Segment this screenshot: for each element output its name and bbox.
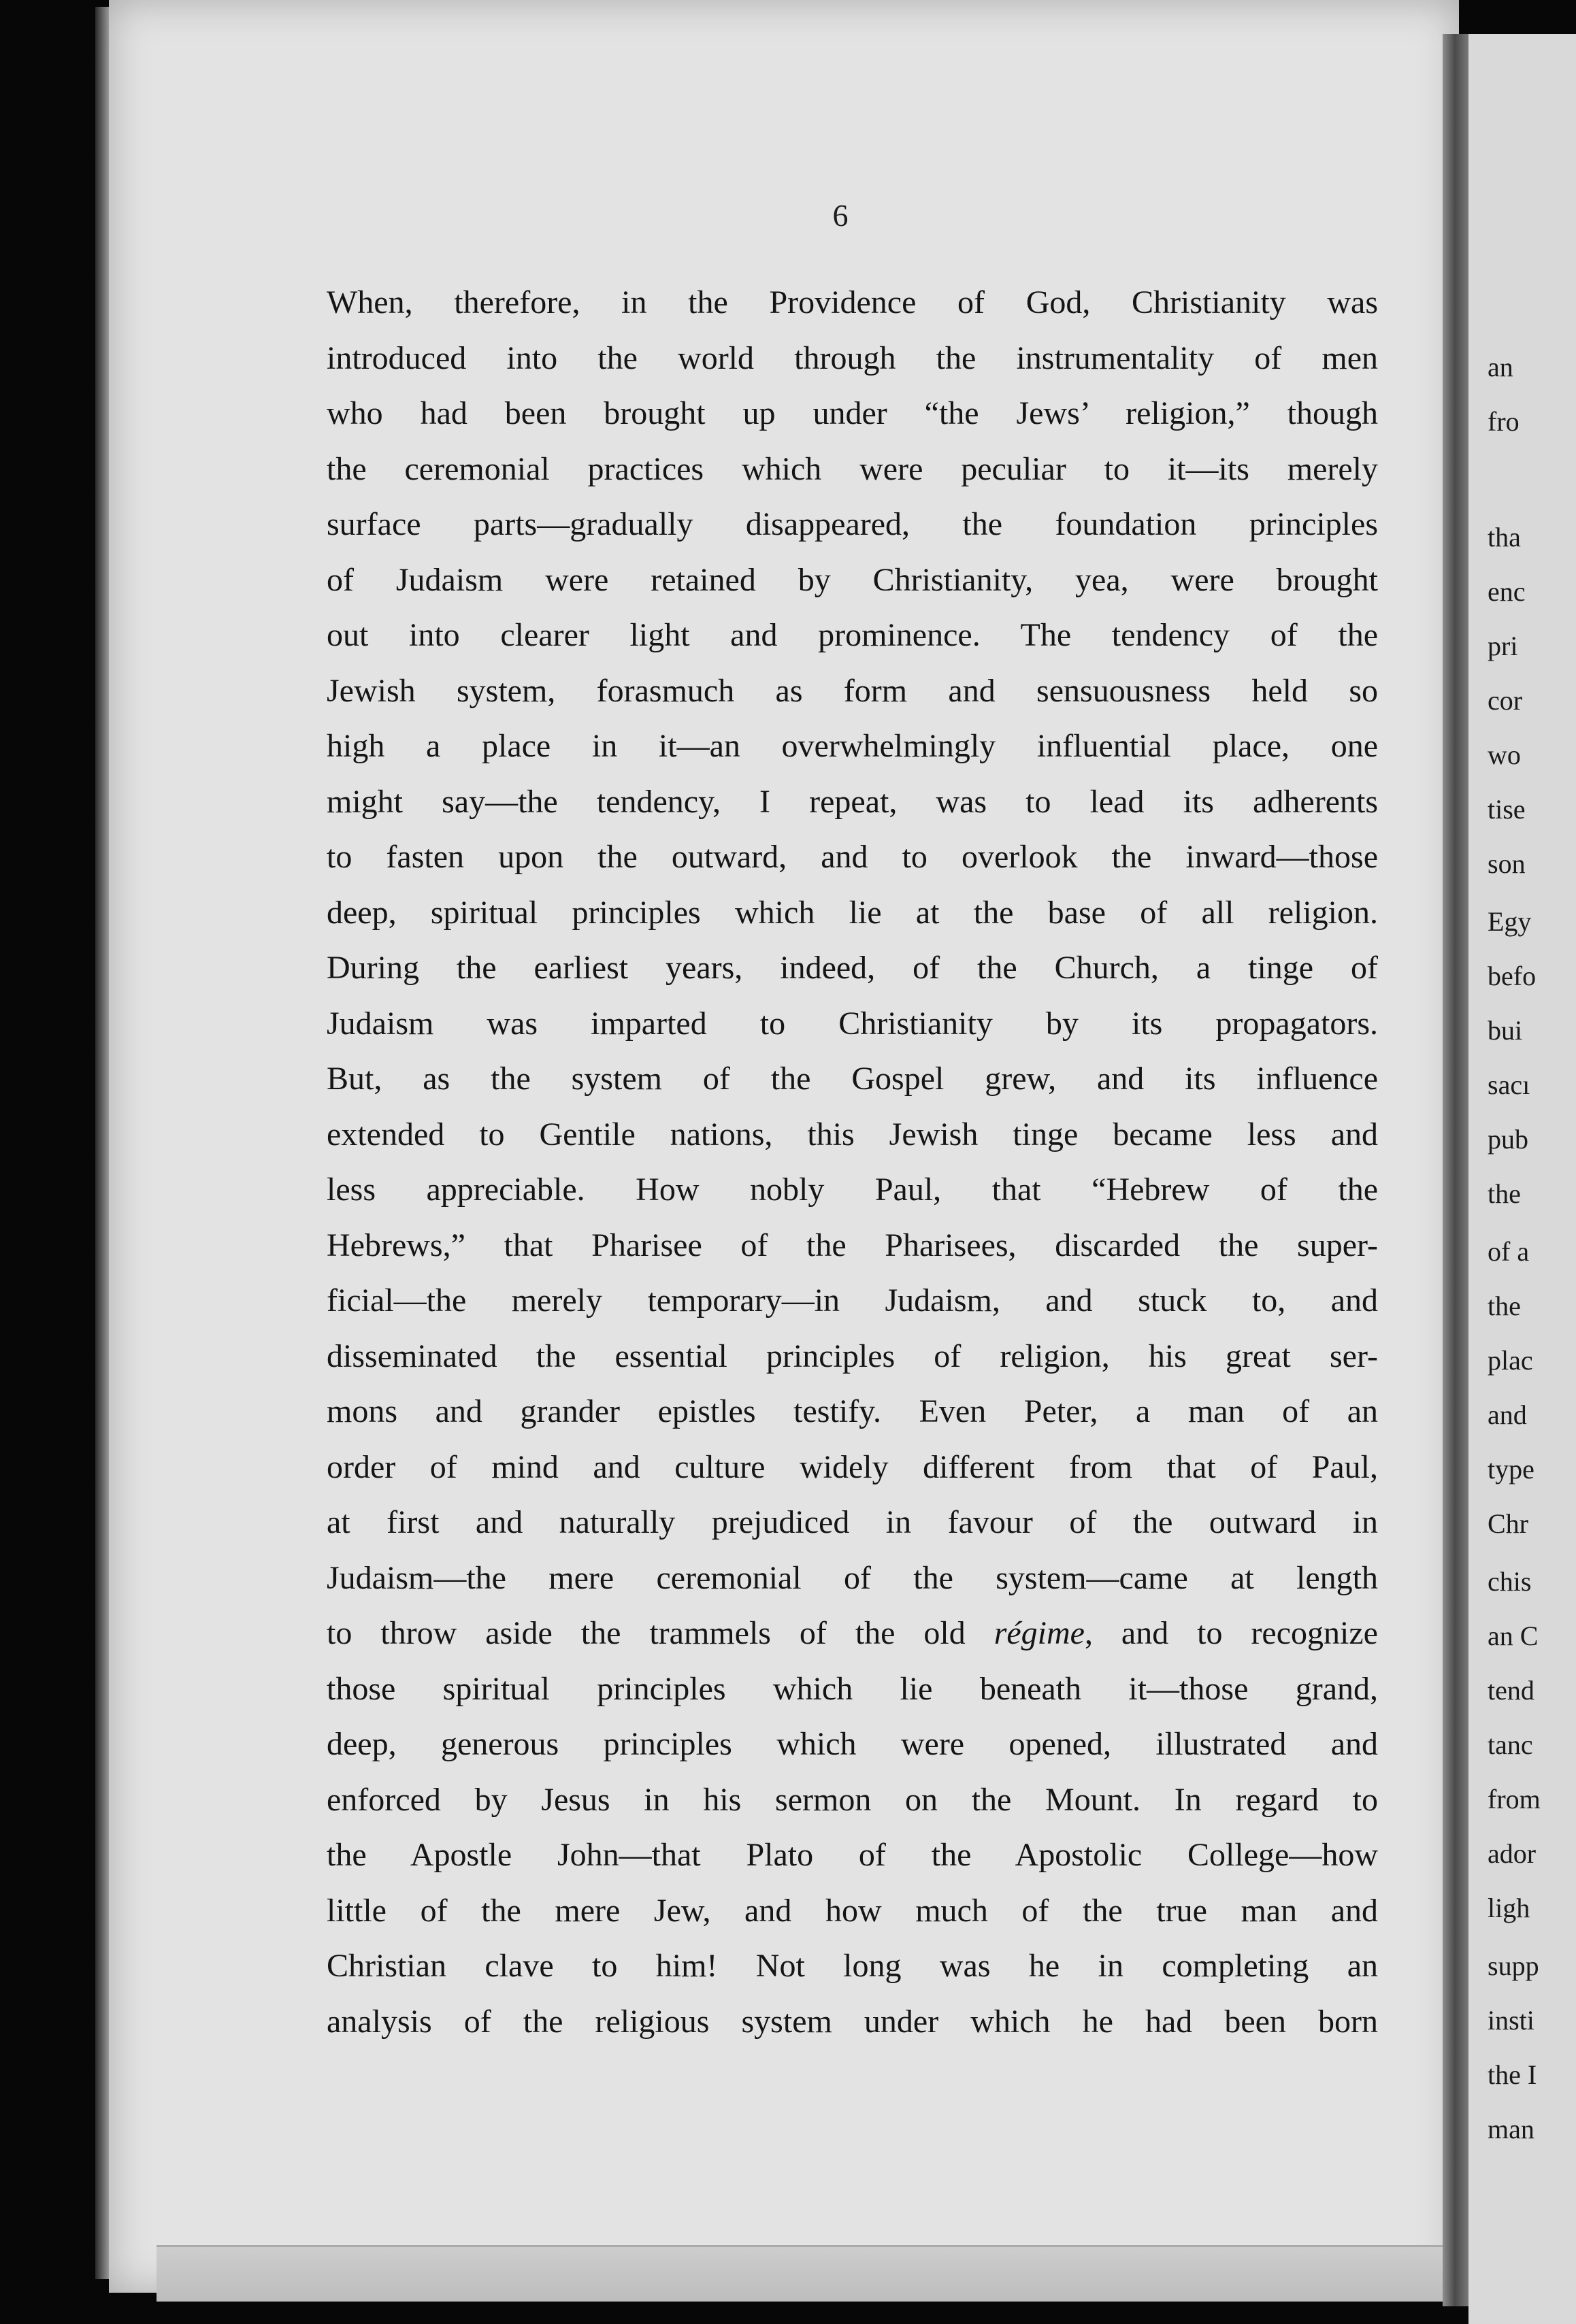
italic-word: régime bbox=[994, 1615, 1085, 1651]
facing-page-fragment: an bbox=[1488, 352, 1513, 382]
facing-page-fragment: Egy bbox=[1488, 906, 1532, 937]
body-text bbox=[327, 275, 1378, 2049]
facing-page-fragment: ador bbox=[1488, 1838, 1537, 1869]
text-line: When, therefore, in the Providence of God, Christianity was bbox=[327, 284, 1378, 320]
text-line: Jewish system, forasmuch as form and sensuousness held so bbox=[327, 672, 1378, 709]
facing-page-fragment: an C bbox=[1488, 1621, 1539, 1651]
facing-page-fragment: the bbox=[1488, 1291, 1521, 1321]
facing-page-fragment: fro bbox=[1488, 406, 1520, 437]
facing-page-edge bbox=[1468, 34, 1576, 2324]
text-line: less appreciable. How nobly Paul, that “Hebrew of the bbox=[327, 1172, 1378, 1208]
text-line: deep, generous principles which were opened, illustrated and bbox=[327, 1726, 1378, 1762]
facing-page-fragment: tend bbox=[1488, 1675, 1534, 1706]
text-line: deep, spiritual principles which lie at the base of all religion. bbox=[327, 894, 1378, 931]
text-line: the ceremonial practices which were peculiar to it—its merely bbox=[327, 450, 1378, 487]
text-line: extended to Gentile nations, this Jewish tinge became less and bbox=[327, 1116, 1378, 1152]
facing-page-fragment: bui bbox=[1488, 1015, 1523, 1046]
text-line: During the earliest years, indeed, of the Church, a tinge of bbox=[327, 950, 1378, 986]
text-line: who had been brought up under “the Jews’ religion,” though bbox=[327, 395, 1378, 431]
facing-page-fragment: the bbox=[1488, 1178, 1521, 1209]
book-gutter bbox=[1443, 34, 1470, 2306]
facing-page-fragment: Chr bbox=[1488, 1508, 1528, 1539]
facing-page-fragment: pri bbox=[1488, 631, 1518, 661]
text-line: surface parts—gradually disappeared, the foundation principles bbox=[327, 506, 1378, 542]
text-line: might say—the tendency, I repeat, was to lead its adherents bbox=[327, 783, 1378, 820]
text-line: to fasten upon the outward, and to overlook the inward—those bbox=[327, 839, 1378, 875]
text-line: those spiritual principles which lie beneath it—those grand, bbox=[327, 1670, 1378, 1707]
facing-page-fragment: ligh bbox=[1488, 1893, 1530, 1923]
facing-page-fragment: tise bbox=[1488, 794, 1526, 825]
facing-page-fragment: and bbox=[1488, 1399, 1527, 1430]
text-line: Christian clave to him! Not long was he in completing an bbox=[327, 1948, 1378, 1984]
text-line: disseminated the essential principles of religion, his great ser- bbox=[327, 1338, 1378, 1374]
facing-page-fragment: son bbox=[1488, 848, 1526, 879]
facing-page-fragment: from bbox=[1488, 1784, 1541, 1814]
facing-page-fragment: man bbox=[1488, 2114, 1534, 2144]
text-line: Hebrews,” that Pharisee of the Pharisees, discarded the super- bbox=[327, 1227, 1378, 1263]
facing-page-fragment: insti bbox=[1488, 2005, 1534, 2036]
facing-page-fragment: supp bbox=[1488, 1950, 1539, 1981]
facing-page-fragment: befo bbox=[1488, 961, 1537, 991]
text-line: analysis of the religious system under which he had been born bbox=[327, 2003, 1378, 2040]
facing-page-fragment: the I bbox=[1488, 2059, 1537, 2090]
text-line: to throw aside the trammels of the old régime, and to recognize bbox=[327, 1615, 1378, 1651]
facing-page-fragment: chis bbox=[1488, 1566, 1532, 1597]
text-line: little of the mere Jew, and how much of the true man and bbox=[327, 1892, 1378, 1929]
text-line: But, as the system of the Gospel grew, and its influence bbox=[327, 1061, 1378, 1097]
page-bottom-fold bbox=[157, 2245, 1463, 2302]
facing-page-fragment: enc bbox=[1488, 576, 1526, 607]
text-line: order of mind and culture widely different from that of Paul, bbox=[327, 1448, 1378, 1485]
facing-page-fragment: pub bbox=[1488, 1124, 1528, 1155]
text-line: of Judaism were retained by Christianity, yea, were brought bbox=[327, 561, 1378, 598]
facing-page-fragment: of a bbox=[1488, 1236, 1530, 1267]
facing-page-fragment: cor bbox=[1488, 685, 1523, 716]
facing-page-fragment: tanc bbox=[1488, 1729, 1533, 1760]
text-line: at first and naturally prejudiced in favour of the outward in bbox=[327, 1504, 1378, 1540]
facing-page-fragment: type bbox=[1488, 1454, 1534, 1484]
text-line: mons and grander epistles testify. Even Peter, a man of an bbox=[327, 1393, 1378, 1429]
text-line: out into clearer light and prominence. The tendency of the bbox=[327, 617, 1378, 653]
text-line: the Apostle John—that Plato of the Apostolic College—how bbox=[327, 1837, 1378, 1873]
facing-page-fragment: tha bbox=[1488, 522, 1521, 552]
text-line: Judaism—the mere ceremonial of the system—came at length bbox=[327, 1559, 1378, 1596]
page-number: 6 bbox=[832, 198, 849, 233]
facing-page-fragment: plac bbox=[1488, 1345, 1533, 1376]
text-line: Judaism was imparted to Christianity by its propagators. bbox=[327, 1005, 1378, 1042]
text-line: enforced by Jesus in his sermon on the Mount. In regard to bbox=[327, 1781, 1378, 1818]
text-line: high a place in it—an overwhelmingly influential place, one bbox=[327, 728, 1378, 764]
facing-page-fragment: wo bbox=[1488, 740, 1521, 770]
facing-page-fragment: sacı bbox=[1488, 1069, 1530, 1100]
text-line: introduced into the world through the instrumentality of men bbox=[327, 339, 1378, 376]
text-line: ficial—the merely temporary—in Judaism, and stuck to, and bbox=[327, 1282, 1378, 1318]
